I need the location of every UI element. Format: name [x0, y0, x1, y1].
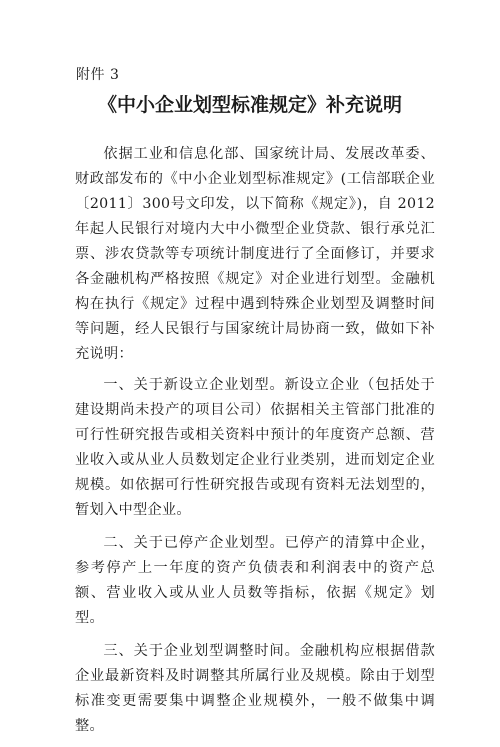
document-title: 《中小企业划型标准规定》补充说明 — [97, 94, 402, 116]
document-body — [75, 142, 435, 747]
paragraph-stopped-enterprise: 二、关于已停产企业划型。已停产的清算中企业，参考停产上一年度的资产负债表和利润表中的资产总额、营业收入或从业人员数等指标，依据《规定》划型。 — [75, 535, 435, 626]
attachment-label: 附件 3 — [76, 67, 120, 83]
paragraph-intro: 依据工业和信息化部、国家统计局、发展改革委、财政部发布的《中小企业划型标准规定》(工信部联企业〔2011〕300号文印发，以下简称《规定》)，自 2012 年起人民银行对境内大中小微型企业贷款、银行承兑汇票、涉农贷款等专项统计制度进行了全面修订，并要求各金融机构严格按照《规定》对企业进行划型。金融机构在执行《规定》过程中遇到特殊企业划型及调整时间等问题，经人民银行与国家统计局协商一致，做如下补充说明： — [75, 146, 435, 362]
paragraph-new-enterprise: 一、关于新设立企业划型。新设立企业（包括处于建设期尚未投产的项目公司）依据相关主管部门批准的可行性研究报告或相关资料中预计的年度资产总额、营业收入或从业人员数划定企业行业类别，进而划定企业规模。如依据可行性研究报告或现有资料无法划型的，暂划入中型企业。 — [75, 377, 435, 518]
paragraph-adjustment-time: 三、关于企业划型调整时间。金融机构应根据借款企业最新资料及时调整其所属行业及规模。除由于划型标准变更需要集中调整企业规模外，一般不做集中调整。 — [75, 643, 435, 734]
